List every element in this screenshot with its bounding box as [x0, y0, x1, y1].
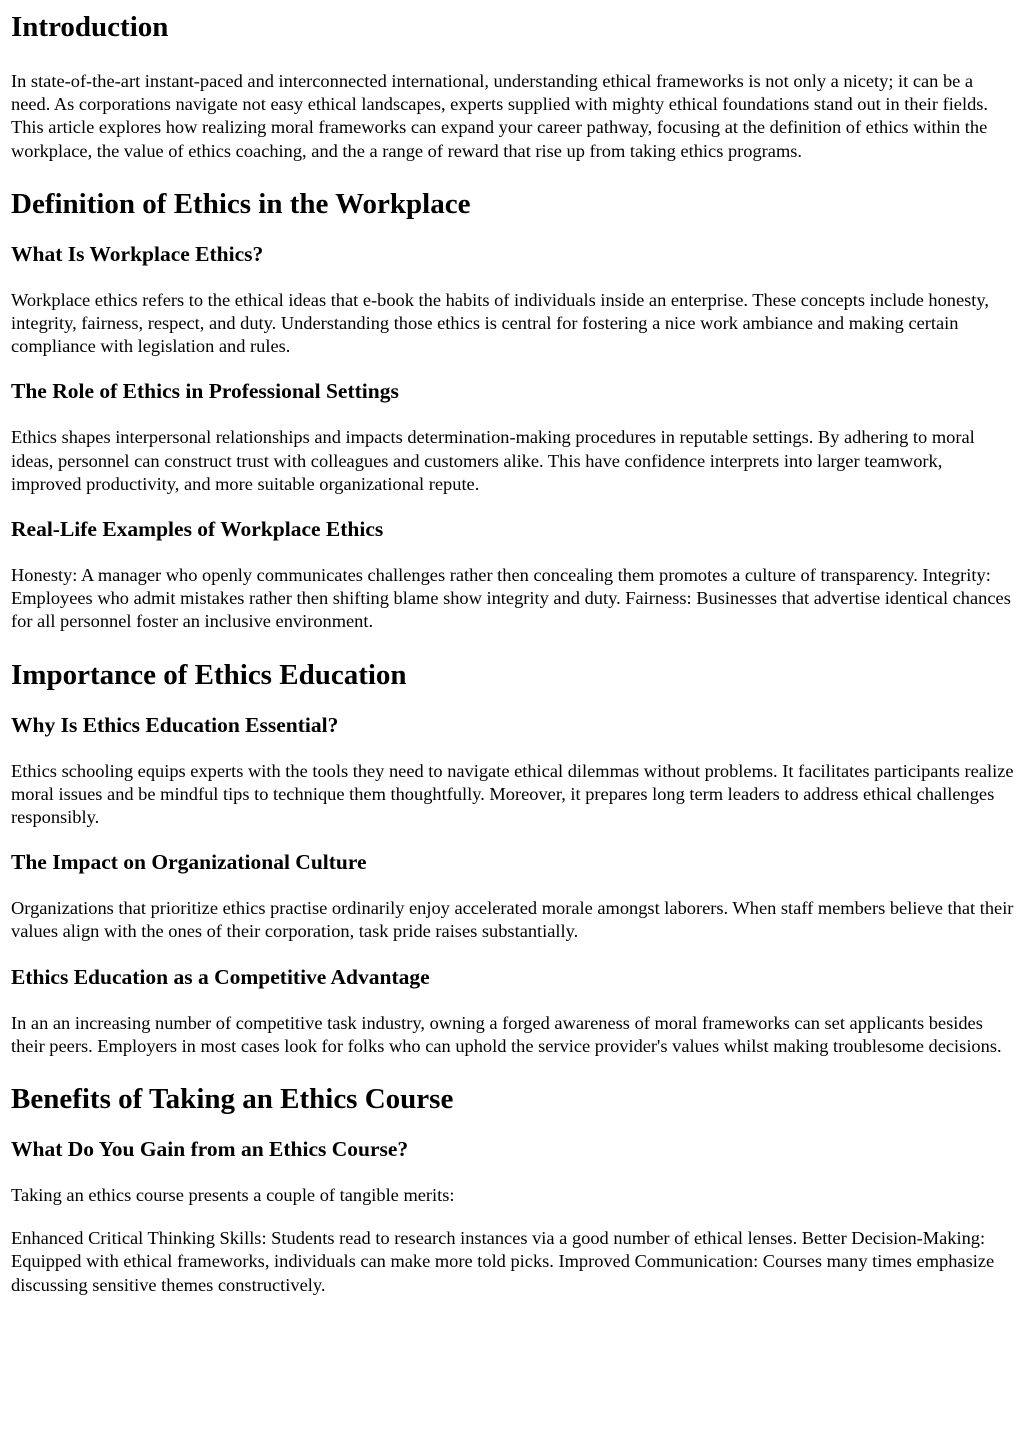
introduction-paragraph: In state-of-the-art instant-paced and interconnected international, understanding ethical frameworks is not only a nicety; it can be a need. As corporations navigate not easy ethical landscapes, experts supplied with mighty ethical foundations stand out in their fields. This article explores how realizing moral frameworks can expand your career pathway, focusing at the definition of ethics within the workplace, the value of ethics coaching, and the a range of reward that rise up from taking ethics programs.: [11, 71, 989, 161]
why-ethics-education-heading: Why Is Ethics Education Essential?: [11, 712, 339, 737]
real-life-examples-paragraph: Honesty: A manager who openly communicates challenges rather then concealing them promotes a culture of transparency. Integrity: Employees who admit mistakes rather then shifting blame show integrity and duty. Fairness: Businesses that advertise identical chances for all personnel foster an inclusive environment.: [11, 565, 1011, 632]
what-do-you-gain-intro-paragraph: Taking an ethics course presents a couple of tangible merits:: [11, 1185, 455, 1206]
role-of-ethics-heading: The Role of Ethics in Professional Settings: [11, 379, 399, 404]
impact-organizational-culture-heading: The Impact on Organizational Culture: [11, 850, 367, 875]
what-is-workplace-ethics-paragraph: Workplace ethics refers to the ethical ideas that e-book the habits of individuals inside an enterprise. These concepts include honesty, integrity, fairness, respect, and duty. Understanding those ethics is central for fostering a nice work ambiance and making certain compliance with legislation and rules.: [11, 289, 990, 357]
real-life-examples-heading: Real-Life Examples of Workplace Ethics: [11, 517, 384, 542]
definition-heading: Definition of Ethics in the Workplace: [11, 187, 471, 220]
competitive-advantage-paragraph: In an an increasing number of competitive task industry, owning a forged awareness of moral frameworks can set applicants besides their peers. Employers in most cases look for folks who can uphold the service provider's values whilst making troublesome decisions.: [11, 1012, 1002, 1056]
introduction-heading: Introduction: [11, 11, 169, 43]
importance-heading: Importance of Ethics Education: [11, 658, 407, 691]
what-do-you-gain-heading: What Do You Gain from an Ethics Course?: [11, 1137, 409, 1162]
why-ethics-education-paragraph: Ethics schooling equips experts with the tools they need to navigate ethical dilemmas without problems. It facilitates participants realize moral issues and be mindful tips to technique them thoughtfully. Moreover, it prepares long term leaders to address ethical challenges responsibly.: [11, 760, 1014, 828]
what-do-you-gain-list-paragraph: Enhanced Critical Thinking Skills: Students read to research instances via a good number of ethical lenses. Better Decision-Making: Equipped with ethical frameworks, individuals can make more told picks. Improved Communication: Courses many times emphasize discussing sensitive themes constructively.: [11, 1228, 995, 1295]
competitive-advantage-heading: Ethics Education as a Competitive Advantage: [11, 964, 430, 989]
impact-organizational-culture-paragraph: Organizations that prioritize ethics practise ordinarily enjoy accelerated morale amongst laborers. When staff members believe that their values align with the ones of their corporation, task pride raises substantially.: [11, 898, 1014, 942]
what-is-workplace-ethics-heading: What Is Workplace Ethics?: [11, 241, 264, 266]
role-of-ethics-paragraph: Ethics shapes interpersonal relationships and impacts determination-making procedures in reputable settings. By adhering to moral ideas, personnel can construct trust with colleagues and customers alike. This have confidence interprets into larger teamwork, improved productivity, and more suitable organizational repute.: [11, 427, 975, 494]
benefits-heading: Benefits of Taking an Ethics Course: [11, 1083, 454, 1116]
article: [0, 10, 1024, 1297]
